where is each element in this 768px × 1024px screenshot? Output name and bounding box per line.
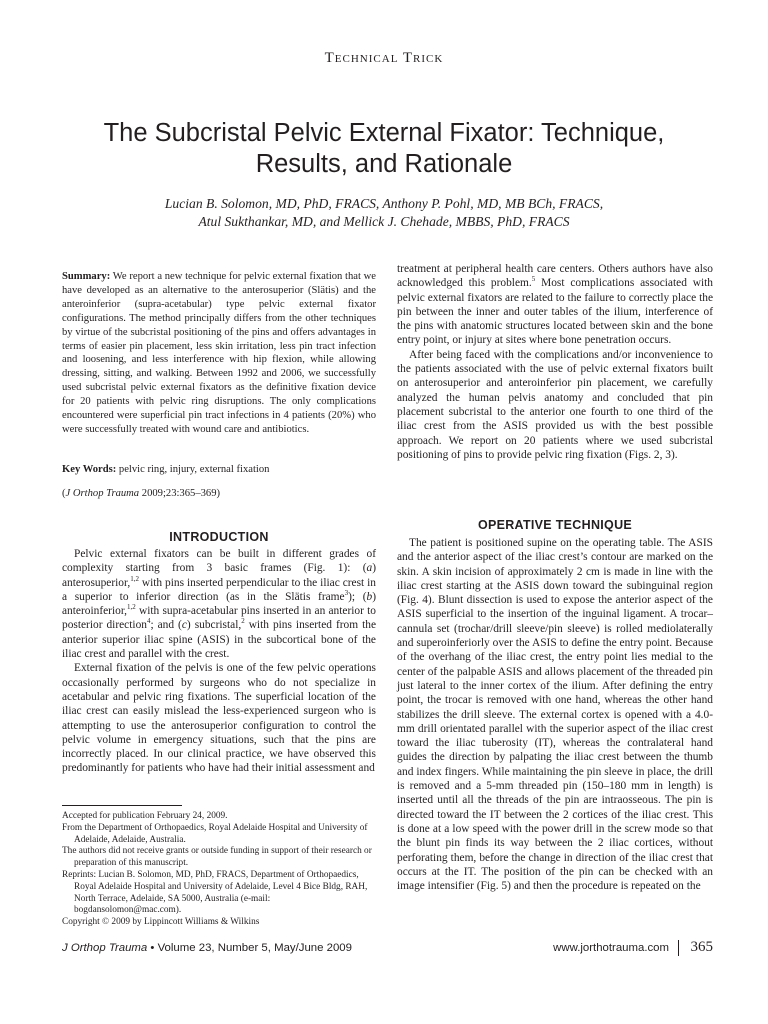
operative-technique-body xyxy=(397,536,713,893)
keywords-text: pelvic ring, injury, external fixation xyxy=(118,464,270,475)
footnote-funding: The authors did not receive grants or outside funding in support of their research or preparation of this manuscript. xyxy=(62,846,372,869)
right-column-continuation xyxy=(397,262,713,462)
summary-label: Summary: xyxy=(62,271,111,282)
summary-text: We report a new technique for pelvic external fixation that we have developed as an alternative to the anterosuperior (Slätis) and the anteroinferior (supra-acetabular) type pelvic external fixator configurations. The method principally differs from the other techniques by virtue of the subcristal positioning of the pins and offers advantages in terms of easier pin placement, less skin irritation, less pin tract infection and loosening, and less interference with hip flexion, while allowing dressing, sitting, and walking. Between 1992 and 2006, we successfully used subcristal pelvic external fixators as the definitive fixation device for 20 patients with pelvic ring disruptions. The only complications encountered were superficial pin tract infections in 4 patients (20%) who were successfully treated with wound care and antibiotics. xyxy=(62,271,376,435)
keywords xyxy=(62,463,376,477)
authors xyxy=(90,195,678,231)
introduction-body xyxy=(62,547,376,776)
introduction-paragraph-1: Pelvic external fixators can be built in different grades of complexity starting from 3 basic frames (Fig. 1): (a) anterosuperior,$^{1,2}$ with pins inserted perpendicular to the iliac crest in a superior to inferior direction (as in the Slätis frame$^3$); (b) anteroinferior,$^{1,2}$ with supra-acetabular pins inserted in an anterior to posterior direction$^4$; and (c) subcristal,$^2$ with pins inserted from the anterior superior iliac spine (ASIS) in the subcortical bone of the iliac crest and parallel with the crest. xyxy=(62,548,377,661)
footnote-copyright: Copyright © 2009 by Lippincott Williams & Wilkins xyxy=(62,917,260,928)
article-title: The Subcristal Pelvic External Fixator: Technique, Results, and Rationale xyxy=(103,119,665,178)
operative-technique-heading: OPERATIVE TECHNIQUE xyxy=(477,518,633,532)
section-label: Technical Trick xyxy=(324,50,444,66)
right-paragraph-2: After being faced with the complications and/or inconvenience to the patients associated with the use of pelvic external fixators built on anterosuperior and anteroinferior pin placement, we carefully analyzed the human pelvis anatomy and concluded that pin placement subcristal to the anterior one fourth to one third of the iliac crest from the ASIS provided us with the best possible approach. We report on 20 patients where we used subcristal positioning of pins to provide pelvic ring fixation (Figs. 2, 3). xyxy=(397,348,713,461)
keywords-label: Key Words: xyxy=(62,464,117,475)
citation: (J Orthop Trauma 2009;23:365–369) xyxy=(62,488,221,499)
footnote-accepted: Accepted for publication February 24, 2009. xyxy=(62,811,228,821)
citation-details: 2009;23:365–369 xyxy=(141,488,217,499)
footer-journal-info: J Orthop Trauma • Volume 23, Number 5, May/June 2009 xyxy=(62,942,352,954)
right-paragraph-1: treatment at peripheral health care centers. Others authors have also acknowledged this problem.$^5$ Most complications associated with pelvic external fixators are related to the failure to correctly place the pin between the inner and outer tables of the ilium, interference of the pins with anatomic structures located between skin and the bone entry point, or injury at sites where bone penetration occurs. xyxy=(397,263,713,347)
footer-separator xyxy=(678,940,679,956)
authors-line-1: Lucian B. Solomon, MD, PhD, FRACS, Anthony P. Pohl, MD, MB BCh, FRACS, xyxy=(164,196,604,211)
page-number: 365 xyxy=(690,939,713,955)
footer-website[interactable]: www.jorthotrauma.com xyxy=(553,942,669,954)
introduction-paragraph-2: External fixation of the pelvis is one of the few pelvic operations occasionally performed by surgeons who do not specialize in acetabular and pelvic ring fixations. The superficial location of the iliac crest can easily mislead the less-experienced surgeon who is attempting to use the anterosuperior configuration to control the pelvic volume in emergency situations, such that the pins are incorrectly placed. In our clinical practice, we have observed this predominantly for patients who have had their initial assessment and xyxy=(62,662,376,775)
footnote-affiliation: From the Department of Orthopaedics, Royal Adelaide Hospital and University of Adelaide, Adelaide, Australia. xyxy=(62,822,368,845)
operative-paragraph: The patient is positioned supine on the operating table. The ASIS and the anterior aspect of the iliac crest’s contour are marked on the skin. A skin incision of approximately 2 cm is made in line with the iliac crest starting at the ASIS down toward the subinguinal region (Fig. 4). Blunt dissection is used to expose the anterior aspect of the ASIS superficial to the insertion of the inguinal ligament. A trocar–cannula set (trochar/drill sleeve/pin sleeve) is rolled mediolaterally and superoinferiorly over the ASIS to define the entry point. Because of the overhang of the iliac crest, the entry point lies medial to the center of the palpable ASIS and allows placement of the threaded pin just lateral to the inner cortex of the ilium. After defining the entry point, the trocar is removed with one hand, whereas the other hand stabilizes the drill sleeve. The external cortex is opened with a 4.0-mm drill orientated parallel with the superior aspect of the iliac crest toward the iliac tuberosity (IT), whereas the contralateral hand guides the direction by palpating the iliac crest between the thumb and index fingers. While maintaining the pin sleeve in place, the drill is removed and a 5-mm threaded pin (150–180 mm in length) is inserted until all the threads of the pin are intraosseous. The pin is directed toward the IT between the 2 cortices of the iliac crest. This is done at a low speed with the power drill in the screw mode so that the blunt pin finds its way between the 2 iliac cortices, without perforating them, before the change in direction of the iliac crest that occurs at the IT. The position of the pin can be checked with an image intensifier (Fig. 5) and then the procedure is repeated on the xyxy=(397,537,713,893)
summary-abstract xyxy=(62,270,376,437)
authors-line-2: Atul Sukthankar, MD, and Mellick J. Chehade, MBBS, PhD, FRACS xyxy=(198,214,570,229)
citation-journal: J Orthop Trauma xyxy=(65,488,140,499)
footnotes xyxy=(62,811,376,929)
footnote-divider xyxy=(62,805,182,806)
footnote-reprints: Reprints: Lucian B. Solomon, MD, PhD, FRACS, Department of Orthopaedics, Royal Adelaide Hospital and University of Adelaide, Level 4 Bice Bldg, RAH, North Terrace, Adelaide, SA 5000, Australia (e-mail: bogdansolomon@mac.com). xyxy=(62,869,368,916)
page-footer xyxy=(62,940,713,958)
introduction-heading: INTRODUCTION xyxy=(169,530,269,544)
